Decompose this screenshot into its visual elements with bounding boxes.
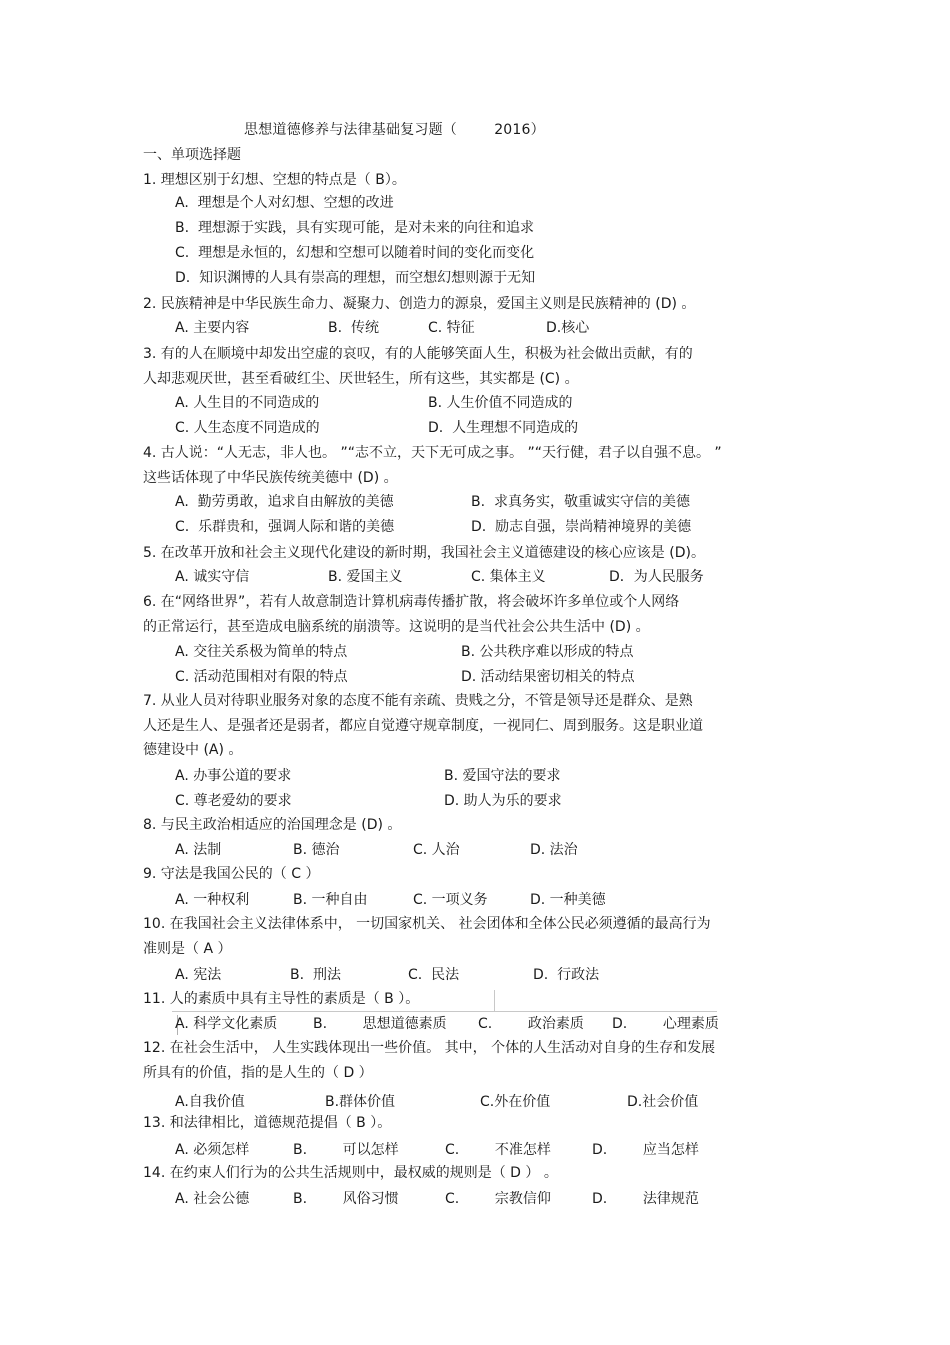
question-stem [143,168,823,193]
option-choice: D.核心 [546,320,590,336]
option-row [0,191,950,216]
scan-artifact-line-vertical [494,990,495,1012]
option-row [0,565,950,590]
option-row [0,1138,950,1163]
option-row [0,789,950,814]
option-row [0,764,950,789]
option-row [0,391,950,416]
option-choice: A. 主要内容 [175,320,250,336]
option-choice: D. 活动结果密切相关的特点 [461,669,635,685]
option-choice: A. 理想是个人对幻想、空想的改进 [175,195,394,211]
option-choice: C. 尊老爱幼的要求 [175,793,292,809]
option-row [0,1090,950,1115]
option-choice: C. 乐群贵和，强调人际和谐的美德 [175,519,395,535]
option-choice: A.自我价值 [175,1094,245,1110]
page-title: 思想道德修养与法律基础复习题（ 2016） [244,122,545,138]
option-row [0,416,950,441]
option-choice: C. 不准怎样 [445,1142,551,1158]
option-choice: C.外在价值 [480,1094,551,1110]
option-row [0,963,950,988]
option-row [0,316,950,341]
option-choice: B.群体价值 [325,1094,396,1110]
option-choice: D. 应当怎样 [592,1142,699,1158]
question-stem [143,441,823,490]
option-choice: D. 法治 [530,842,578,858]
question-line: 所具有的价值，指的是人生的（ D ） [143,1064,373,1081]
option-choice: C. 理想是永恒的，幻想和空想可以随着时间的变化而变化 [175,245,535,261]
option-choice: C. 活动范围相对有限的特点 [175,669,348,685]
option-choice: A. 诚实守信 [175,569,250,585]
option-choice: B. 德治 [293,842,340,858]
option-choice: D. 心理素质 [612,1016,719,1032]
option-choice: C. 特征 [428,320,475,336]
option-row [0,515,950,540]
question-stem [143,541,823,566]
option-choice: D．为人民服务 [609,569,704,585]
option-choice: A. 社会公德 [175,1191,250,1207]
option-row [0,1012,950,1037]
option-row [0,838,950,863]
option-row [0,490,950,515]
question-line: 7. 从业人员对待职业服务对象的态度不能有亲疏、贵贱之分，不管是领导还是群众、是熟 [143,693,693,709]
question-line: 8. 与民主政治相适应的治国理念是 (D) 。 [143,817,402,833]
question-line: 准则是（ A ） [143,940,232,957]
option-choice: A. 宪法 [175,967,222,983]
option-choice: D. 助人为乐的要求 [444,793,562,809]
question-line: 1. 理想区别于幻想、空想的特点是（ B）。 [143,172,406,188]
option-choice: B. 传统 [328,320,379,336]
option-choice: D. 一种美德 [530,892,606,908]
option-choice: C. 一项义务 [413,892,488,908]
option-row [0,216,950,241]
option-choice: D. 行政法 [533,967,600,983]
question-stem [143,342,823,391]
question-line: 2. 民族精神是中华民族生命力、凝聚力、创造力的源泉，爱国主义则是民族精神的 (D) 。 [143,296,696,312]
option-choice: D.社会价值 [627,1094,699,1110]
question-line: 4. 古人说：“人无志，非人也。 ”“志不立，天下无可成之事。 ”“天行健，君子以自强不息。 ” [143,445,722,461]
option-choice: D. 人生理想不同造成的 [428,420,579,436]
option-choice: A. 办事公道的要求 [175,768,292,784]
question-line: 3. 有的人在顺境中却发出空虚的哀叹，有的人能够笑面人生，积极为社会做出贡献，有的 [143,346,693,362]
option-choice: B. 风俗习惯 [293,1191,399,1207]
question-stem [143,292,823,317]
option-choice: B. 公共秩序难以形成的特点 [461,644,634,660]
question-line: 6. 在“网络世界”，若有人故意制造计算机病毒传播扩散，将会破坏许多单位或个人网络 [143,594,680,610]
question-stem [143,1036,823,1085]
option-choice: A. 交往关系极为简单的特点 [175,644,348,660]
question-line: 人却悲观厌世，甚至看破红尘、厌世轻生，所有这些，其实都是 (C) 。 [143,370,579,387]
question-line: 11. 人的素质中具有主导性的素质是（ B ）。 [143,991,420,1007]
question-line: 13. 和法律相比，道德规范提倡（ B ）。 [143,1115,392,1131]
option-choice: C. 政治素质 [478,1016,584,1032]
option-choice: A. 勤劳勇敢，追求自由解放的美德 [175,494,394,510]
option-choice: D. 励志自强，崇尚精神境界的美德 [471,519,692,535]
option-row [0,241,950,266]
option-choice: D. 知识渊博的人具有崇高的理想，而空想幻想则源于无知 [175,270,536,286]
option-choice: C. 民法 [408,967,460,983]
option-choice: D. 法律规范 [592,1191,699,1207]
option-choice: A. 人生目的不同造成的 [175,395,320,411]
question-line: 10. 在我国社会主义法律体系中， 一切国家机关、 社会团体和全体公民必须遵循的最高行为 [143,916,711,932]
option-choice: B. 一种自由 [293,892,368,908]
option-choice: C. 集体主义 [471,569,546,585]
option-choice: A. 法制 [175,842,222,858]
option-choice: B. 人生价值不同造成的 [428,395,573,411]
section-heading: 一、单项选择题 [143,147,241,163]
option-choice: C. 人治 [413,842,460,858]
option-choice: A. 一种权利 [175,892,250,908]
question-stem [143,862,823,887]
option-row [0,266,950,291]
question-line: 12. 在社会生活中， 人生实践体现出一些价值。 其中， 个体的人生活动对自身的生存和发展 [143,1040,716,1056]
question-line: 人还是生人、是强者还是弱者，都应自觉遵守规章制度，一视同仁、周到服务。这是职业道 [143,717,703,734]
question-line: 德建设中 (A) 。 [143,742,243,759]
question-line: 这些话体现了中华民族传统美德中 (D) 。 [143,469,398,486]
option-choice: C. 人生态度不同造成的 [175,420,320,436]
option-row [0,888,950,913]
option-row [0,640,950,665]
option-choice: A. 必须怎样 [175,1142,250,1158]
question-line: 14. 在约束人们行为的公共生活规则中，最权威的规则是（ D ） 。 [143,1165,558,1181]
option-choice: A. 科学文化素质 [175,1016,278,1032]
option-choice: B. 求真务实，敬重诚实守信的美德 [471,494,690,510]
option-choice: B. 刑法 [290,967,341,983]
option-choice: C. 宗教信仰 [445,1191,551,1207]
option-choice: B. 爱国主义 [328,569,403,585]
option-row [0,1187,950,1212]
question-stem [143,590,823,639]
question-stem [143,813,823,838]
option-row [0,665,950,690]
option-choice: B. 爱国守法的要求 [444,768,561,784]
option-choice: B. 理想源于实践，具有实现可能，是对未来的向往和追求 [175,220,534,236]
question-line: 5. 在改革开放和社会主义现代化建设的新时期，我国社会主义道德建设的核心应该是 (D)。 [143,545,705,561]
question-stem [143,987,823,1012]
option-choice: B. 思想道德素质 [313,1016,447,1032]
option-choice: B. 可以怎样 [293,1142,399,1158]
question-stem [143,912,823,961]
question-line: 9. 守法是我国公民的（ C ） [143,866,320,882]
question-stem [143,689,823,763]
question-stem [143,1161,823,1186]
question-line: 的正常运行，甚至造成电脑系统的崩溃等。这说明的是当代社会公共生活中 (D) 。 [143,618,650,635]
